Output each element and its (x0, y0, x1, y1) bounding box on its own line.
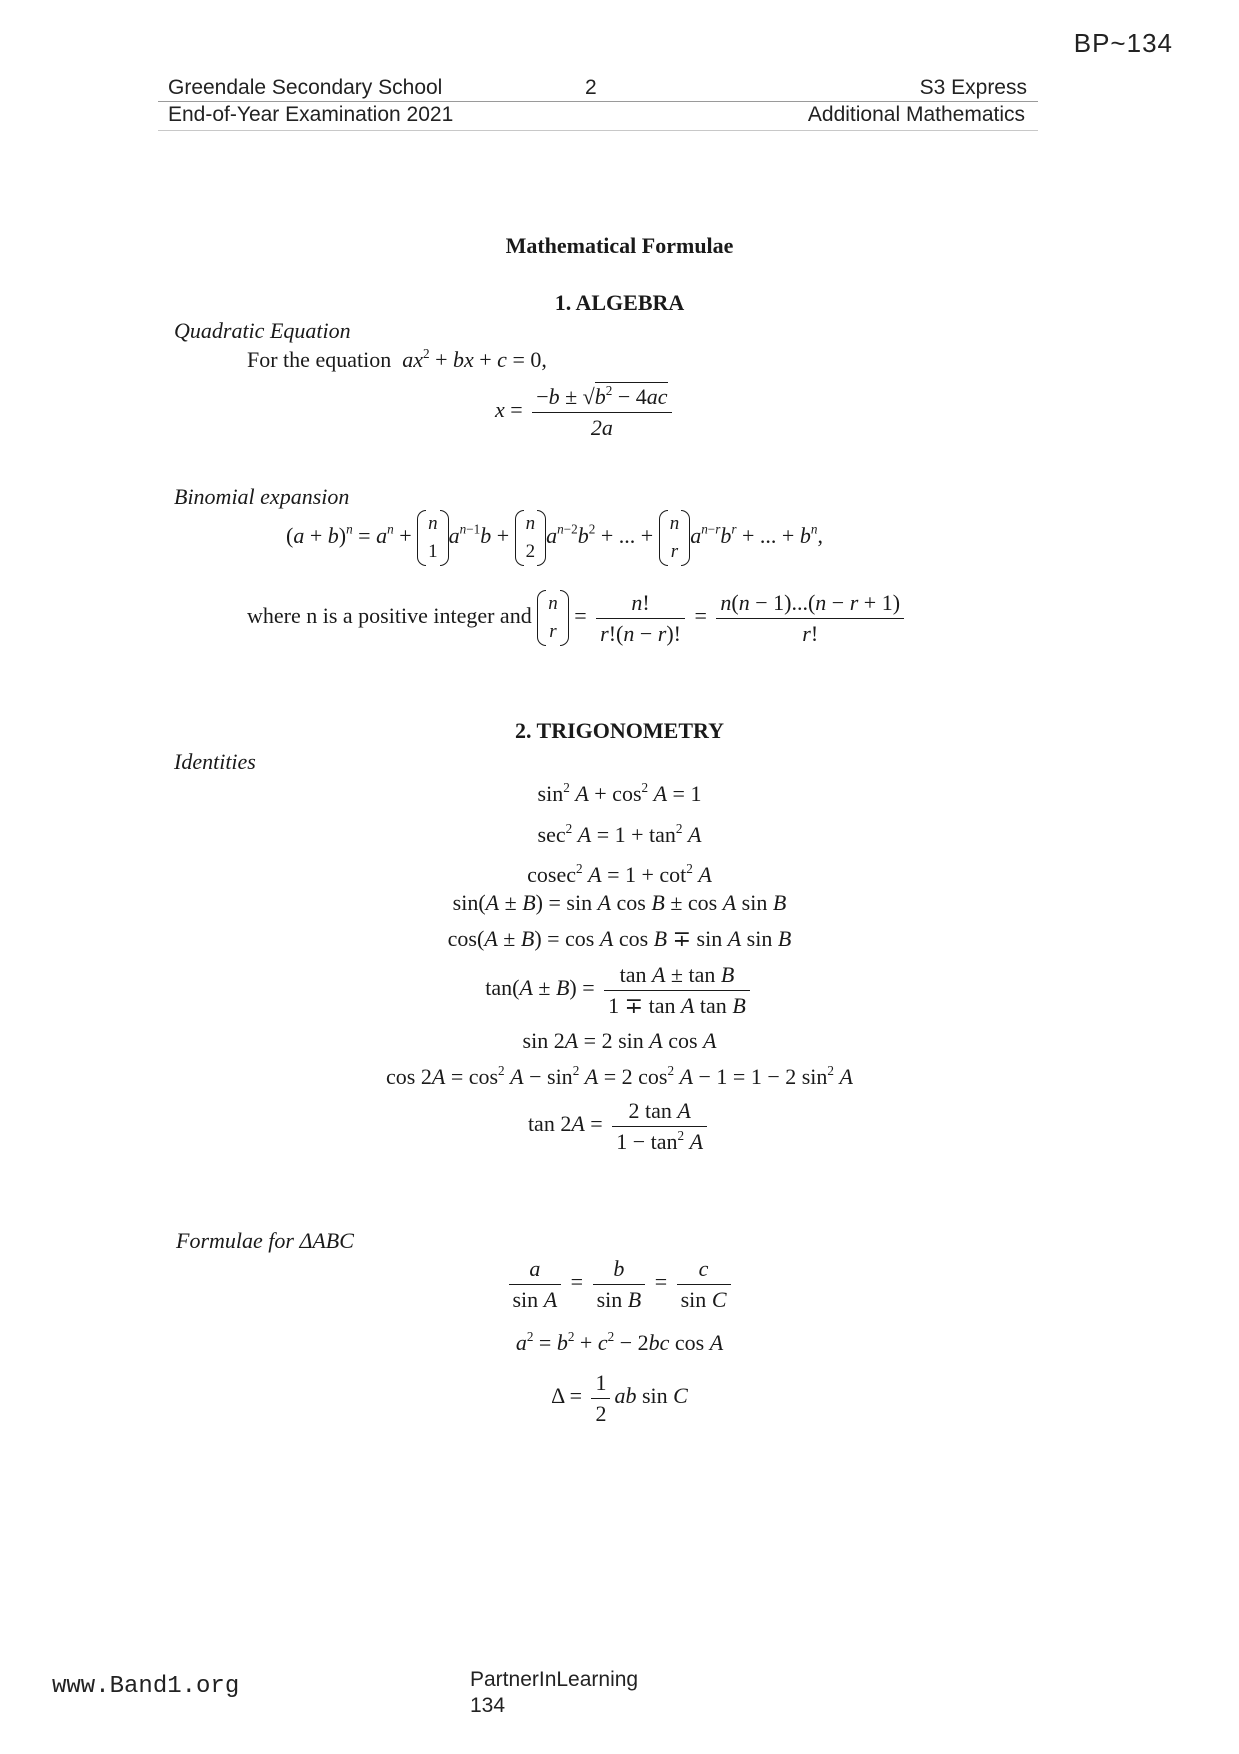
sine-rule: $\frac{a}{\text{sin A}}$ = $\frac{b}{\text{sin B}}$ = $\frac{c}{\text{sin C}}$ (0, 1254, 1239, 1314)
footer-partner: PartnerInLearning (470, 1668, 639, 1691)
identity-cos-double: $\cos 2A = \cos^2 A - \sin^2 A = 2$ $\cos^2 A - 1 = 1 - 2$ $\sin^2 A$ (386, 1062, 853, 1089)
identity-cosec: cosec$^2$ $A = 1 + \cot^2 A$ (527, 860, 712, 887)
identity-sin-sum: sin(A ± B) = sin A cos B ± cos A sin B (452, 890, 787, 915)
header-divider-bottom (158, 130, 1038, 131)
header-class: S3 Express (919, 76, 1027, 99)
binomial-coefficient-line (247, 588, 908, 648)
binomial-coefficient: n r = $\frac{n!}{r!(n - r)!}$ = $\frac{n(n - 1)...(n - r + 1)}{r!}$ (537, 603, 908, 628)
trigonometry-heading: 2. TRIGONOMETRY (514, 718, 725, 743)
binomial-where: where n is a positive integer and (247, 603, 532, 629)
quadratic-formula: x = $\frac{-b \pm √b^2 - 4ac}{2a}$ (495, 382, 676, 442)
triangle-label: Formulae for ΔABC (176, 1228, 354, 1253)
binomial-expansion: $(a + b)^n = a^n$ + n 1 $a^{n-1}b$ + n 2 $a^{n-2}b^2$ + ... + n r $a^{n-r}b^r$ + ... + $b^n$, (286, 510, 823, 566)
header-page-number: 2 (585, 76, 597, 99)
footer-page: 134 (470, 1694, 506, 1714)
header-exam: End-of-Year Examination 2021 (168, 103, 454, 126)
identity-pythagorean: $\sin^2 A + \cos^2 A = 1$ (537, 779, 702, 806)
identity-sin-double: sin 2A = 2 sin A cos A (522, 1028, 717, 1053)
cosine-rule: $a^2 = b^2 + c^2 - 2bc$ cos A (515, 1328, 724, 1355)
algebra-heading: 1. ALGEBRA (554, 290, 685, 315)
identity-cos-sum: cos(A ± B) = cos A cos B ∓ sin A sin B (447, 926, 792, 951)
identity-sec: $\sec^2 A = 1 + \tan^2 A$ (537, 820, 702, 847)
header-school: Greendale Secondary School (168, 76, 443, 99)
identity-tan-sum: tan(A ± B) = $\frac{\text{tan A ± tan B}}{\text{1 ∓ tan A tan B}}$ (0, 960, 1239, 1020)
quadratic-intro-line (247, 347, 547, 373)
header-subject: Additional Mathematics (807, 103, 1025, 126)
quadratic-equation: $ax^2$ + bx + c = 0, (402, 345, 547, 372)
area-formula: Δ = $\frac{1}{2}$ ab sin C (551, 1370, 688, 1426)
quadratic-label: Quadratic Equation (174, 318, 351, 343)
header-divider (158, 101, 1038, 102)
page-title: Mathematical Formulae (505, 233, 734, 258)
identity-tan-double: tan 2A = $\frac{\text{2 tan A}}{1 - \tan^2 A}$ (0, 1096, 1239, 1156)
quadratic-intro: For the equation (247, 347, 392, 372)
identities-label: Identities (174, 749, 256, 774)
binomial-label: Binomial expansion (174, 484, 350, 509)
page-code: BP~134 (1073, 28, 1173, 58)
footer-website: www.Band1.org (52, 1673, 240, 1700)
